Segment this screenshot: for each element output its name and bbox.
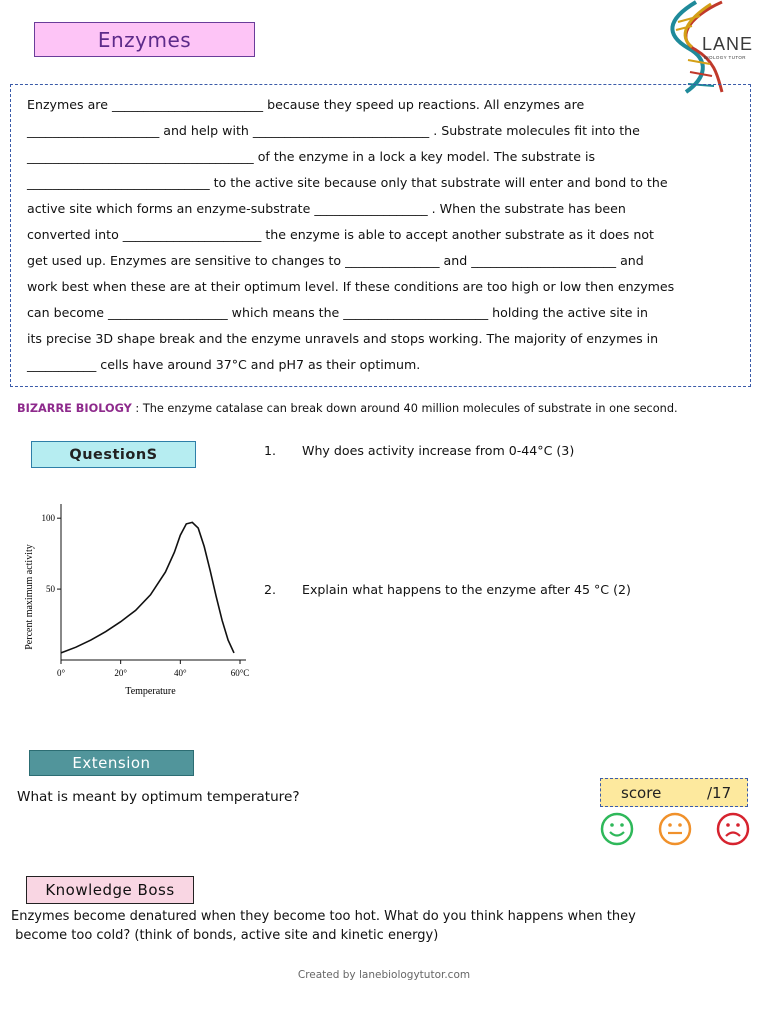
y-tick-label: 100 (41, 513, 55, 524)
x-tick-label: 60°C (230, 668, 250, 678)
knowledge-boss-heading: Knowledge Boss (26, 876, 194, 904)
question-number: 2. (264, 582, 277, 597)
happy-face-icon[interactable] (600, 812, 634, 846)
bizarre-biology-label: BIZARRE BIOLOGY (17, 402, 132, 415)
enzyme-activity-chart-svg (20, 498, 260, 703)
sad-face-icon[interactable] (716, 812, 750, 846)
lane-biology-logo (666, 0, 766, 94)
cloze-line: get used up. Enzymes are sensitive to changes to _______________ and _______________________ and (27, 253, 644, 268)
logo-tagline: BIOLOGY TUTOR (704, 55, 746, 60)
enzyme-activity-chart (20, 498, 260, 703)
knowledge-boss-question: Enzymes become denatured when they become too hot. What do you think happens when they become too cold? (think of bonds, active site and kinetic energy) (11, 909, 636, 943)
score-box (600, 778, 748, 807)
y-axis-label: Percent maximum activity (24, 544, 35, 650)
question-2 (264, 582, 631, 597)
question-number: 1. (264, 443, 277, 458)
extension-question: What is meant by optimum temperature? (17, 789, 300, 805)
neutral-face-icon[interactable] (658, 812, 692, 846)
logo-name: LANE (702, 34, 754, 54)
activity-curve (61, 522, 234, 653)
worksheet-title: Enzymes (34, 22, 255, 57)
question-1 (264, 443, 574, 458)
bizarre-separator: : (131, 402, 143, 415)
cloze-line: _____________________ and help with ____________________________ . Substrate molecules fit into the (27, 123, 640, 138)
y-tick-label: 50 (46, 584, 55, 595)
cloze-line: can become ___________________ which means the _______________________ holding the active site in (27, 305, 648, 320)
cloze-line: ____________________________________ of the enzyme in a lock a key model. The substrate is (27, 149, 596, 164)
extension-heading: Extension (29, 750, 194, 776)
score-value: /17 (707, 784, 732, 802)
cloze-line: Enzymes are ________________________ because they speed up reactions. All enzymes are (27, 97, 585, 112)
cloze-line: work best when these are at their optimum level. If these conditions are too high or low then enzymes (27, 279, 675, 294)
cloze-line: ___________ cells have around 37°C and pH7 as their optimum. (27, 357, 421, 372)
cloze-line: _____________________________ to the active site because only that substrate will enter and bond to the (27, 175, 668, 190)
x-tick-label: 0° (56, 668, 66, 678)
x-tick-label: 40° (174, 668, 187, 678)
bizarre-biology-fact (17, 402, 678, 415)
footer-credit: Created by lanebiologytutor.com (297, 969, 471, 981)
cloze-line: its precise 3D shape break and the enzyme unravels and stops working. The majority of enzymes in (27, 331, 659, 346)
cloze-line: converted into ______________________ the enzyme is able to accept another substrate as it does not (27, 227, 654, 242)
cloze-passage (10, 84, 751, 387)
x-tick-label: 20° (114, 668, 127, 678)
bizarre-biology-text: The enzyme catalase can break down around 40 million molecules of substrate in one second. (142, 402, 678, 415)
cloze-line: active site which forms an enzyme-substrate __________________ . When the substrate has been (27, 201, 626, 216)
x-axis-label: Temperature (125, 686, 176, 697)
questions-heading: QuestionS (31, 441, 196, 468)
score-label: score (621, 784, 662, 802)
question-text: Why does activity increase from 0-44°C (3) (302, 443, 575, 458)
question-text: Explain what happens to the enzyme after 45 °C (2) (302, 582, 631, 597)
